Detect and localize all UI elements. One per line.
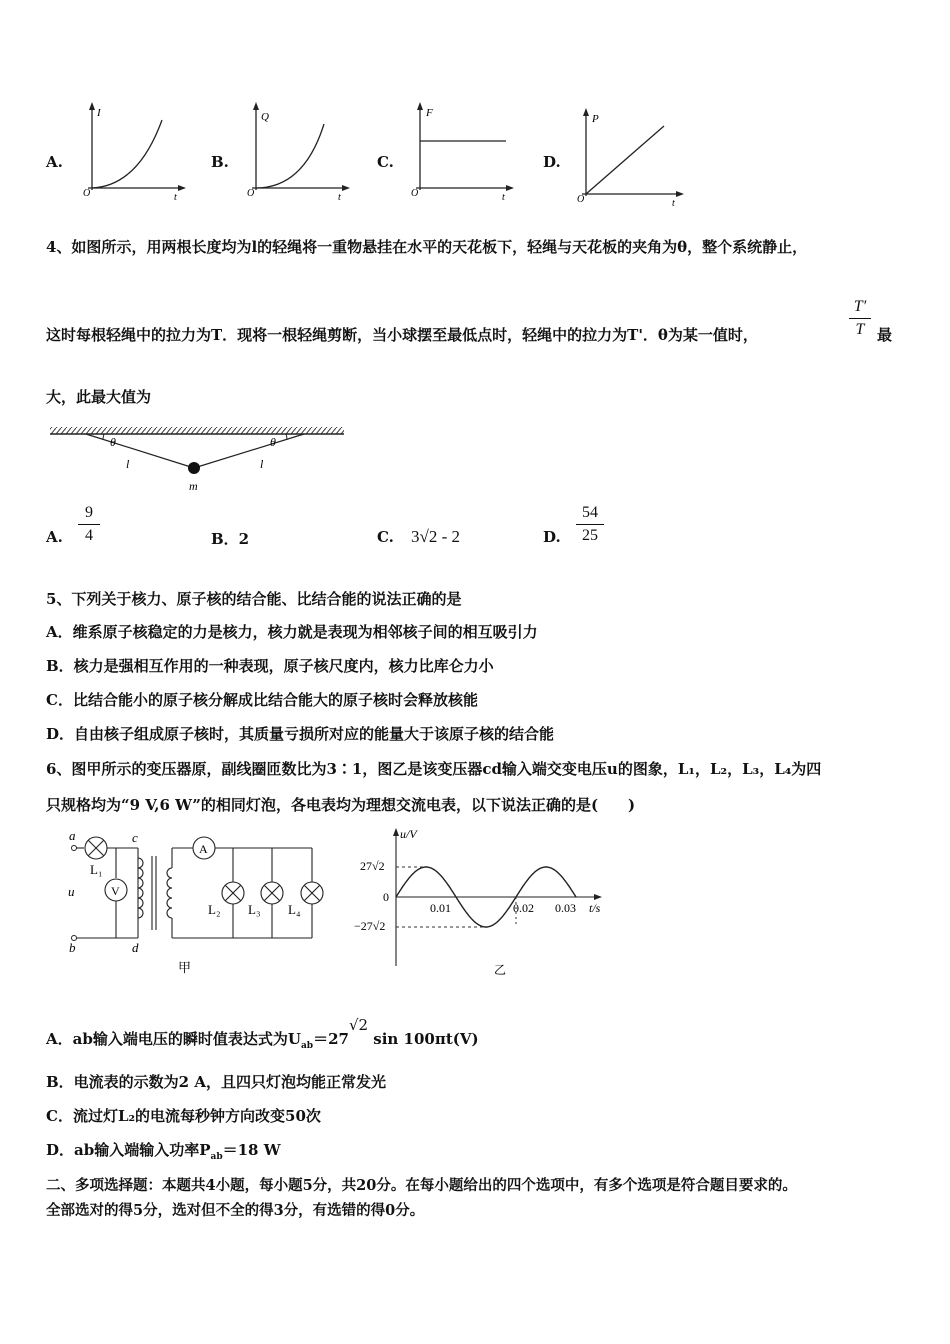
svg-text:t: t xyxy=(672,198,675,209)
axis-label: I xyxy=(97,107,101,119)
svg-text:O: O xyxy=(411,188,419,199)
q4-pendulum-figure xyxy=(46,422,346,494)
q6-transformer-circuit xyxy=(60,826,330,976)
q4-stem-line2-end: 最 xyxy=(877,326,893,344)
q4-stem-line3: 大，此最大值为 xyxy=(46,388,152,406)
q4-option-b: B．2 xyxy=(211,530,250,548)
svg-text:−27√2: −27√2 xyxy=(354,919,386,933)
q6-option-d: D．ab输入端输入功率$P_{ab}=18$ W xyxy=(46,1141,281,1162)
svg-text:P: P xyxy=(592,113,599,125)
svg-text:θ: θ xyxy=(270,435,276,449)
q4-option-a-label: A. xyxy=(46,528,63,546)
q6-option-a: A．ab输入端电压的瞬时值表达式为$U_{ab}=27^{√2}$ sin 100πt(V) xyxy=(46,1016,479,1051)
svg-text:θ: θ xyxy=(110,435,116,449)
svg-text:乙: 乙 xyxy=(494,963,507,977)
svg-text:0.02: 0.02 xyxy=(513,901,534,915)
q4-option-a-fraction: 9 4 xyxy=(78,504,100,545)
svg-text:0: 0 xyxy=(383,890,389,904)
svg-text:d: d xyxy=(132,940,139,955)
svg-text:L₄: L₄ xyxy=(288,902,301,917)
q5-option-c: C．比结合能小的原子核分解成比结合能大的原子核时会释放核能 xyxy=(46,691,478,709)
q4-option-c-label: C. xyxy=(377,528,394,546)
q4-option-c-value: 3√2 - 2 xyxy=(411,527,460,546)
svg-text:u: u xyxy=(68,884,75,899)
svg-text:t: t xyxy=(502,192,505,203)
svg-text:27√2: 27√2 xyxy=(360,859,385,873)
svg-text:O: O xyxy=(83,188,91,199)
svg-text:L₁: L₁ xyxy=(90,862,103,877)
svg-text:l: l xyxy=(126,457,130,471)
q5-option-b: B．核力是强相互作用的一种表现，原子核尺度内，核力比库仑力小 xyxy=(46,657,494,675)
svg-text:l: l xyxy=(260,457,264,471)
q3-graph-c xyxy=(406,100,516,205)
svg-text:O: O xyxy=(577,194,585,205)
svg-text:c: c xyxy=(132,830,138,845)
q3-option-d-label: D. xyxy=(543,153,561,171)
q4-stem-line1: 4、如图所示，用两根长度均为l的轻绳将一重物悬挂在水平的天花板下，轻绳与天花板的夹角为θ，整个系统静止， xyxy=(46,238,808,256)
q3-option-a-label: A. xyxy=(46,153,63,171)
svg-text:A: A xyxy=(199,842,208,856)
svg-text:O: O xyxy=(247,188,255,199)
svg-text:t: t xyxy=(174,192,177,203)
q3-graph-d xyxy=(572,106,687,211)
q4-stem-line2: 这时每根轻绳中的拉力为T．现将一根轻绳剪断，当小球摆至最低点时，轻绳中的拉力为T'．θ为某一值时， xyxy=(46,326,758,344)
q5-stem: 5、下列关于核力、原子核的结合能、比结合能的说法正确的是 xyxy=(46,590,462,608)
q6-voltage-graph xyxy=(340,826,620,978)
q3-graph-b xyxy=(242,100,352,205)
svg-text:t/s: t/s xyxy=(589,901,601,915)
svg-text:m: m xyxy=(189,479,198,493)
q5-option-d: D．自由核子组成原子核时，其质量亏损所对应的能量大于该原子核的结合能 xyxy=(46,725,555,743)
svg-text:F: F xyxy=(426,107,433,119)
q3-graph-a xyxy=(78,100,188,205)
q6-option-c: C．流过灯L₂的电流每秒钟方向改变50次 xyxy=(46,1107,321,1125)
svg-text:a: a xyxy=(69,828,76,843)
svg-text:0.01: 0.01 xyxy=(430,901,451,915)
mass-ball xyxy=(188,462,200,474)
svg-text:L₃: L₃ xyxy=(248,902,261,917)
q4-fraction: T′ T xyxy=(849,298,871,339)
q3-option-c-label: C. xyxy=(377,153,394,171)
svg-text:甲: 甲 xyxy=(178,960,192,975)
q6-stem-line2: 只规格均为“9 V,6 W”的相同灯泡，各电表均为理想交流电表，以下说法正确的是( ) xyxy=(46,796,636,814)
q6-option-b: B．电流表的示数为2 A，且四只灯泡均能正常发光 xyxy=(46,1073,386,1091)
q5-option-a: A．维系原子核稳定的力是核力，核力就是表现为相邻核子间的相互吸引力 xyxy=(46,623,538,641)
q4-option-d-label: D. xyxy=(543,528,561,546)
svg-text:b: b xyxy=(69,940,76,955)
section2-heading-line2: 全部选对的得5分，选对但不全的得3分，有选错的得0分。 xyxy=(46,1202,425,1219)
svg-text:t: t xyxy=(338,192,341,203)
svg-text:0.03: 0.03 xyxy=(555,901,576,915)
q6-stem-line1: 6、图甲所示的变压器原，副线圈匝数比为3∶1，图乙是该变压器cd输入端交变电压u的图象，L₁，L₂，L₃，L₄为四 xyxy=(46,760,822,778)
svg-text:Q: Q xyxy=(261,111,269,123)
svg-text:V: V xyxy=(111,884,120,898)
svg-text:u/V: u/V xyxy=(400,827,417,841)
svg-text:L₂: L₂ xyxy=(208,902,221,917)
q3-option-b-label: B. xyxy=(211,153,229,171)
q4-option-d-fraction: 54 25 xyxy=(576,504,604,545)
section2-heading-line1: 二、多项选择题：本题共4小题，每小题5分，共20分。在每小题给出的四个选项中，有多个选项是符合题目要求的。 xyxy=(46,1177,797,1194)
